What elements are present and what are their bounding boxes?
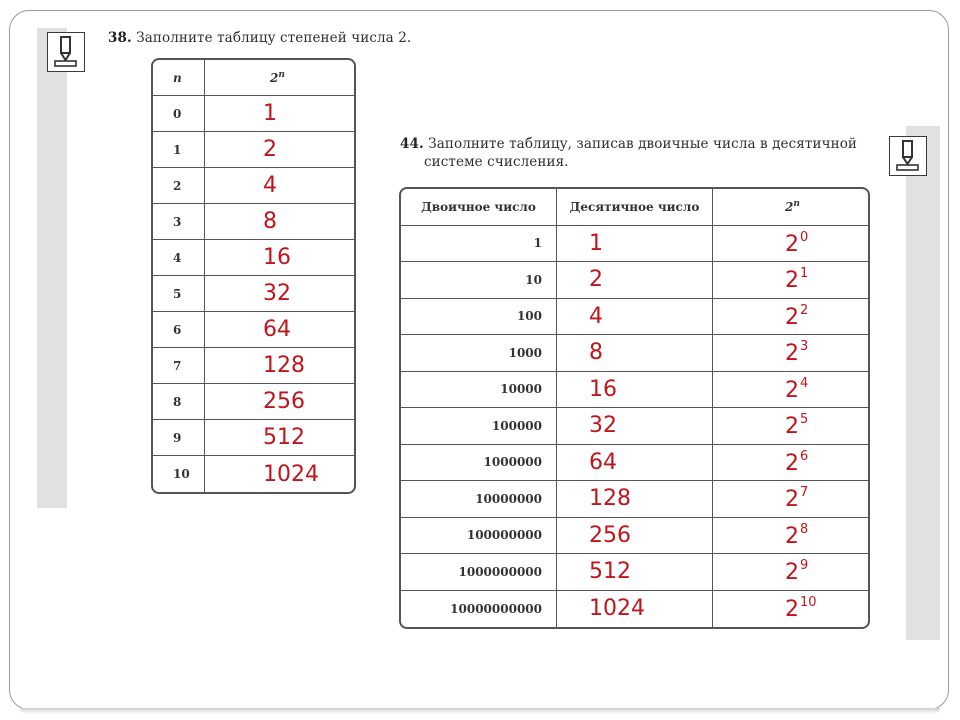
cell-power-value: 256 [205,384,354,420]
power-base: 2 [785,523,799,549]
power-exponent: 2 [800,302,809,318]
cell-power [713,408,868,445]
cell-binary: 1000000000 [401,554,557,591]
cell-n: 10 [153,456,205,492]
cell-power [713,372,868,409]
cell-decimal: 256 [557,518,713,555]
power-base: 2 [785,450,799,476]
cell-binary: 100 [401,299,557,336]
table-row [401,335,868,372]
header-decimal: Десятичное число [557,189,713,226]
table-row [401,554,868,591]
cell-n: 1 [153,132,205,168]
cell-n: 9 [153,420,205,456]
power-exponent: 6 [800,448,809,464]
power-base: 2 [785,231,799,257]
power-base: 2 [785,487,799,513]
cell-n: 4 [153,240,205,276]
cell-power-value: 512 [205,420,354,456]
power-exponent: 1 [800,266,809,282]
task-38-number: 38. [108,30,132,46]
table-row [401,481,868,518]
power-base: 2 [785,597,799,623]
cell-n: 6 [153,312,205,348]
binary-to-decimal-table [399,187,870,629]
cell-decimal: 2 [557,262,713,299]
cell-power-value: 1024 [263,461,319,487]
cell-power-value: 64 [205,312,354,348]
cell-n: 5 [153,276,205,312]
cell-decimal: 1024 [557,591,713,628]
cell-power [713,262,868,299]
task-44-title [400,135,875,171]
cell-binary: 100000 [401,408,557,445]
power-base: 2 [785,377,799,403]
power-base: 2 [785,414,799,440]
table-header-row [153,60,354,96]
table-row [153,312,354,348]
cell-decimal: 8 [557,335,713,372]
header-power-base: 2 [270,71,279,85]
table-row [153,348,354,384]
table-row [401,445,868,482]
power-exponent: 4 [800,375,809,391]
cell-n: 0 [153,96,205,132]
cell-binary: 10000000000 [401,591,557,628]
cell-power [713,299,868,336]
cell-decimal: 512 [557,554,713,591]
table-row [401,299,868,336]
cell-power-value: 1 [205,96,354,132]
cell-decimal: 1 [557,226,713,263]
table-row [153,168,354,204]
cell-n: 8 [153,384,205,420]
header-power [713,189,868,226]
cell-decimal: 32 [557,408,713,445]
cell-power [713,226,868,263]
cell-binary: 1000 [401,335,557,372]
table-row [401,226,868,263]
power-exponent: 0 [800,229,809,245]
table-row [153,456,354,492]
cell-decimal: 16 [557,372,713,409]
cell-n: 7 [153,348,205,384]
powers-of-two-table [151,58,356,494]
table-row [401,591,868,628]
cell-power [713,481,868,518]
power-exponent: 5 [800,412,809,428]
cell-n: 2 [153,168,205,204]
table-row [153,240,354,276]
cell-power [713,591,868,628]
cell-n: 3 [153,204,205,240]
pencil-exercise-icon [889,136,927,176]
task-44-number: 44. [400,136,424,152]
cell-binary: 1 [401,226,557,263]
table-row [153,204,354,240]
table-row [401,262,868,299]
left-margin-strip [37,28,67,508]
header-power-exp: n [793,199,800,210]
cell-power [713,445,868,482]
task-44-text-line1: Заполните таблицу, записав двоичные числа в десятичной [428,136,858,152]
cell-power [713,554,868,591]
header-binary: Двоичное число [401,189,557,226]
task-44-text-line2: системе счисления. [424,154,569,170]
right-margin-strip [906,126,940,640]
table-header-row [401,189,868,226]
cell-binary: 1000000 [401,445,557,482]
pencil-exercise-icon [47,32,85,72]
cell-power-value: 128 [205,348,354,384]
header-power-exp: n [278,70,285,80]
cell-binary: 100000000 [401,518,557,555]
power-exponent: 10 [800,595,817,611]
table-row [153,132,354,168]
cell-binary: 10000000 [401,481,557,518]
task-38-text: Заполните таблицу степеней числа 2. [136,30,412,46]
slide-shadow [20,708,940,714]
table-row [153,276,354,312]
power-exponent: 7 [800,485,809,501]
header-power-base: 2 [785,200,794,215]
power-base: 2 [785,268,799,294]
table-row [153,420,354,456]
power-exponent: 9 [800,558,809,574]
table-row [401,408,868,445]
cell-decimal: 4 [557,299,713,336]
power-exponent: 3 [800,339,809,355]
cell-power-value: 2 [205,132,354,168]
cell-power-value: 4 [205,168,354,204]
cell-power [713,335,868,372]
cell-power-value: 8 [205,204,354,240]
cell-power-value: 16 [205,240,354,276]
header-power [205,60,354,96]
cell-binary: 10000 [401,372,557,409]
power-base: 2 [785,560,799,586]
table-row [153,96,354,132]
table-row [153,384,354,420]
cell-power-value: 32 [205,276,354,312]
power-base: 2 [785,341,799,367]
cell-binary: 10 [401,262,557,299]
task-38-title [108,29,411,47]
cell-decimal: 64 [557,445,713,482]
table-row [401,518,868,555]
cell-power [713,518,868,555]
table-row [401,372,868,409]
cell-decimal: 128 [557,481,713,518]
power-exponent: 8 [800,521,809,537]
header-n: n [153,60,205,96]
power-base: 2 [785,304,799,330]
